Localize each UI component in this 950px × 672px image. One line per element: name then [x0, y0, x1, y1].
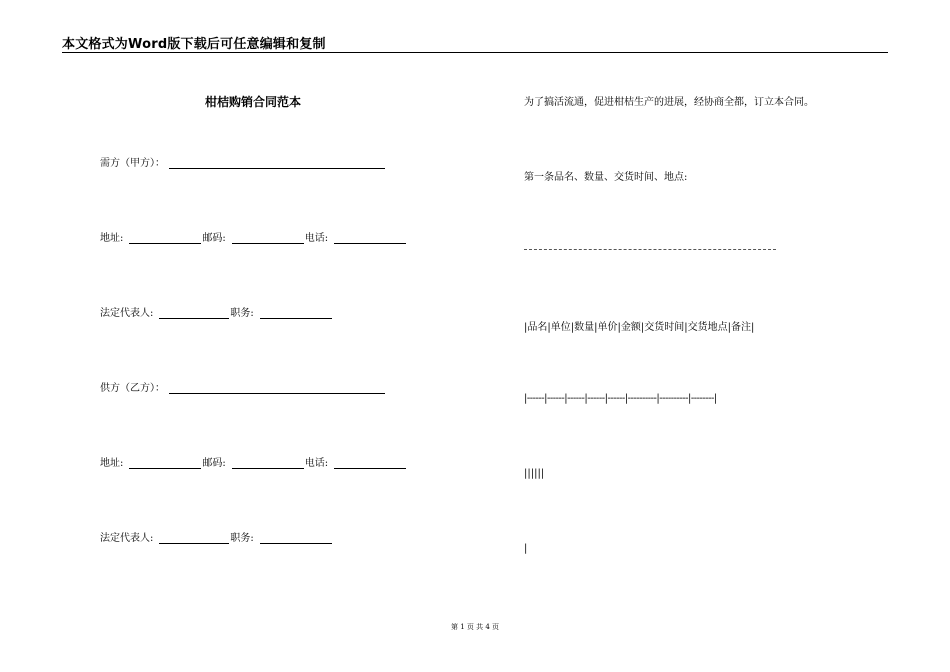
position-blank[interactable]: [260, 308, 332, 319]
header-divider: [62, 52, 888, 53]
phone-label: 电话:: [304, 458, 329, 469]
phone-label: 电话:: [304, 233, 329, 244]
buyer-line: [100, 154, 386, 169]
article-1-heading: 第一条品名、数量、交货时间、地点:: [524, 172, 688, 183]
table-row: |: [524, 543, 528, 554]
seller-line: [100, 379, 386, 394]
document-title: 柑桔购销合同范本: [205, 95, 302, 109]
page-number: 第 1 页 共 4 页: [450, 623, 500, 631]
seller-address-line: [100, 454, 407, 469]
buyer-name-blank[interactable]: [169, 158, 385, 169]
intro-paragraph: 为了搞活流通，促进柑桔生产的进展，经协商全都，订立本合同。: [524, 97, 814, 108]
position-label: 职务:: [230, 308, 254, 319]
seller-label: 供方（乙方）：: [100, 383, 165, 394]
postcode-label: 邮码:: [202, 458, 226, 469]
phone-blank[interactable]: [334, 458, 406, 469]
legal-rep-label: 法定代表人:: [100, 533, 154, 544]
buyer-legal-rep-line: [100, 304, 333, 319]
postcode-blank[interactable]: [232, 233, 304, 244]
phone-blank[interactable]: [334, 233, 406, 244]
table-header-row: |品名|单位|数量|单价|金额|交货时间|交货地点|备注|: [524, 322, 755, 333]
position-label: 职务:: [230, 533, 254, 544]
buyer-label: 需方（甲方）：: [100, 158, 165, 169]
position-blank[interactable]: [260, 533, 332, 544]
address-label: 地址:: [100, 233, 124, 244]
buyer-address-line: [100, 229, 407, 244]
address-blank[interactable]: [129, 458, 201, 469]
postcode-label: 邮码:: [202, 233, 226, 244]
dashed-divider: [524, 249, 776, 250]
address-label: 地址:: [100, 458, 124, 469]
page-header: 本文格式为Word版下载后可任意编辑和复制: [62, 37, 326, 52]
seller-legal-rep-line: [100, 529, 333, 544]
postcode-blank[interactable]: [232, 458, 304, 469]
address-blank[interactable]: [129, 233, 201, 244]
seller-name-blank[interactable]: [169, 383, 385, 394]
legal-rep-label: 法定代表人:: [100, 308, 154, 319]
table-row: ||||||: [524, 468, 545, 479]
table-separator-row: |------|------|------|------|------|----------|----------|--------|: [524, 393, 717, 404]
legal-rep-blank[interactable]: [159, 308, 229, 319]
legal-rep-blank[interactable]: [159, 533, 229, 544]
